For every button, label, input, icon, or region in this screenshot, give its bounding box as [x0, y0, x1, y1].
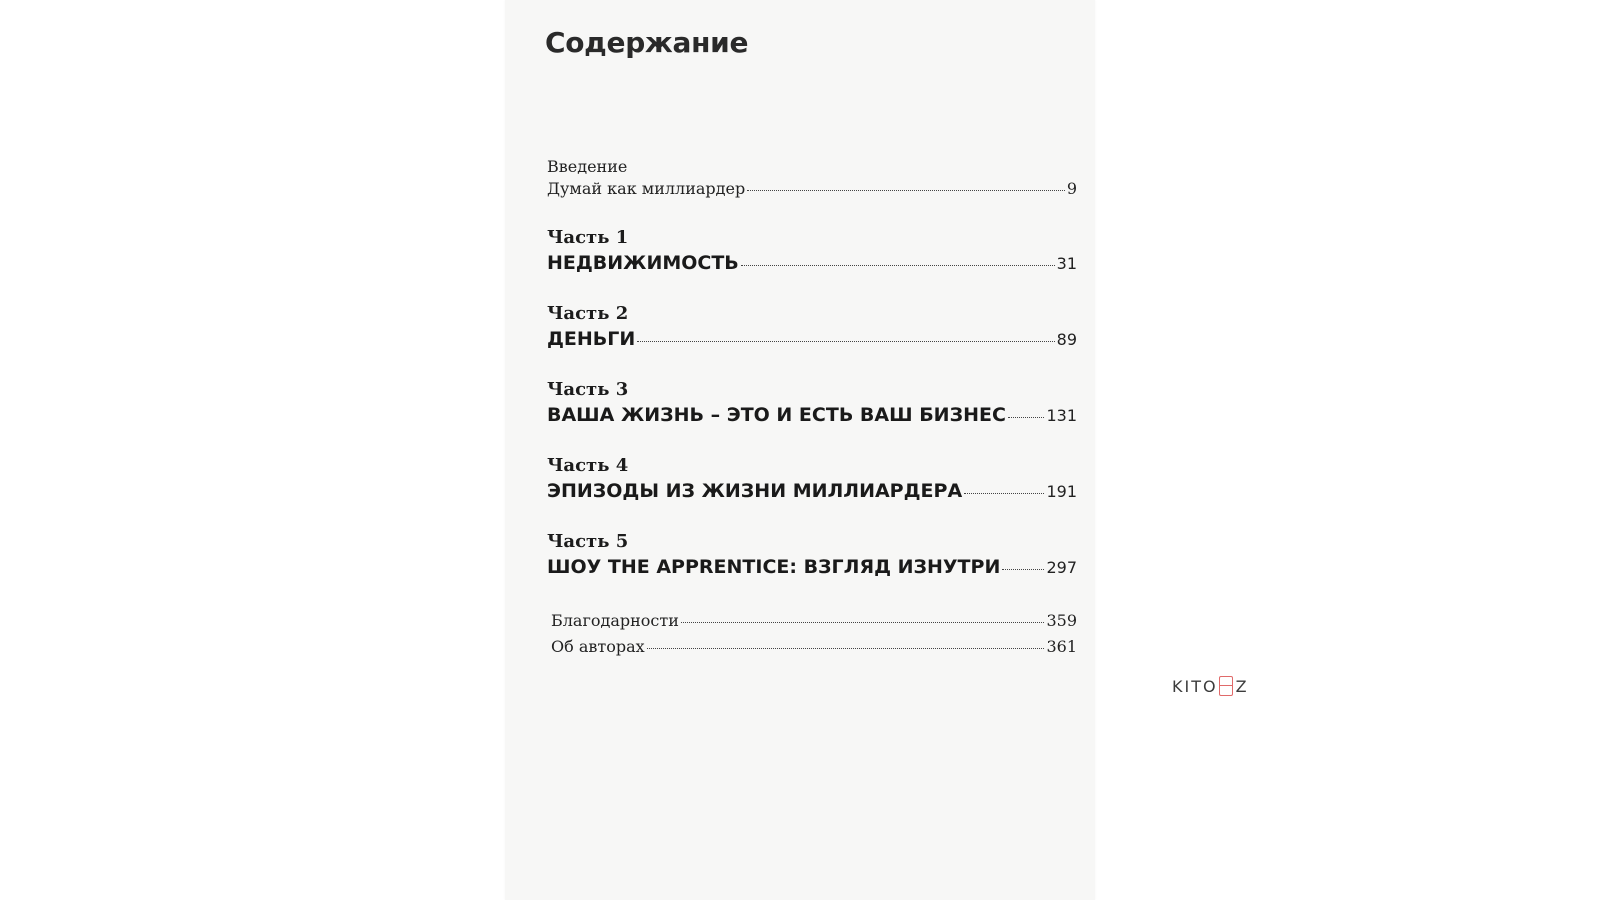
dot-leader: [964, 493, 1044, 494]
toc-part-4: [547, 454, 1077, 504]
toc-entry-label: Об авторах: [551, 637, 645, 656]
table-of-contents: [547, 156, 1077, 662]
toc-end-matter: [551, 610, 1077, 658]
toc-part-5: [547, 530, 1077, 580]
part-kicker: Часть 3: [547, 379, 629, 400]
part-kicker: Часть 2: [547, 303, 629, 324]
toc-entry-acknowledgements: [551, 610, 1077, 632]
toc-entry-page: 9: [1066, 179, 1077, 198]
part-title: НЕДВИЖИМОСТЬ: [547, 252, 739, 274]
toc-entry-page: 89: [1056, 330, 1077, 349]
part-kicker: Часть 1: [547, 227, 629, 248]
dot-leader: [637, 341, 1054, 342]
toc-entry-part-2: [547, 326, 1077, 352]
book-page: [505, 0, 1095, 900]
toc-part-2: [547, 302, 1077, 352]
toc-entry-label: Думай как миллиардер: [547, 179, 746, 198]
toc-entry-part-3: [547, 402, 1077, 428]
part-title: ЭПИЗОДЫ ИЗ ЖИЗНИ МИЛЛИАРДЕРА: [547, 480, 963, 502]
toc-part-1: [547, 226, 1077, 276]
toc-entry-part-4: [547, 478, 1077, 504]
toc-entry-page: 31: [1056, 254, 1077, 273]
toc-entry-about-authors: [551, 636, 1077, 658]
intro-label: Введение: [547, 157, 628, 176]
dot-leader: [741, 265, 1055, 266]
toc-entry-intro: [547, 178, 1077, 200]
toc-intro: [547, 156, 1077, 200]
part-title: ВАША ЖИЗНЬ – ЭТО И ЕСТЬ ВАШ БИЗНЕС: [547, 404, 1006, 426]
toc-entry-part-1: [547, 250, 1077, 276]
toc-entry-label: Благодарности: [551, 611, 679, 630]
dot-leader: [647, 648, 1045, 649]
dot-leader: [681, 622, 1045, 623]
watermark-text-end: Z: [1235, 676, 1249, 696]
watermark-text-start: KITO: [1172, 676, 1218, 696]
part-kicker: Часть 4: [547, 455, 629, 476]
page-heading: Содержание: [545, 26, 749, 59]
toc-entry-page: 297: [1046, 558, 1077, 577]
site-watermark: [1172, 676, 1249, 696]
toc-entry-page: 191: [1046, 482, 1077, 501]
part-title: ШОУ THE APPRENTICE: ВЗГЛЯД ИЗНУТРИ: [547, 556, 1001, 578]
toc-entry-page: 361: [1046, 637, 1077, 656]
part-title: ДЕНЬГИ: [547, 328, 636, 350]
toc-entry-page: 131: [1046, 406, 1077, 425]
toc-entry-part-5: [547, 554, 1077, 580]
part-kicker: Часть 5: [547, 531, 629, 552]
toc-part-3: [547, 378, 1077, 428]
watermark-logo-icon: [1219, 676, 1233, 696]
dot-leader: [1008, 417, 1045, 418]
dot-leader: [1002, 569, 1044, 570]
toc-entry-page: 359: [1046, 611, 1077, 630]
dot-leader: [747, 190, 1065, 191]
